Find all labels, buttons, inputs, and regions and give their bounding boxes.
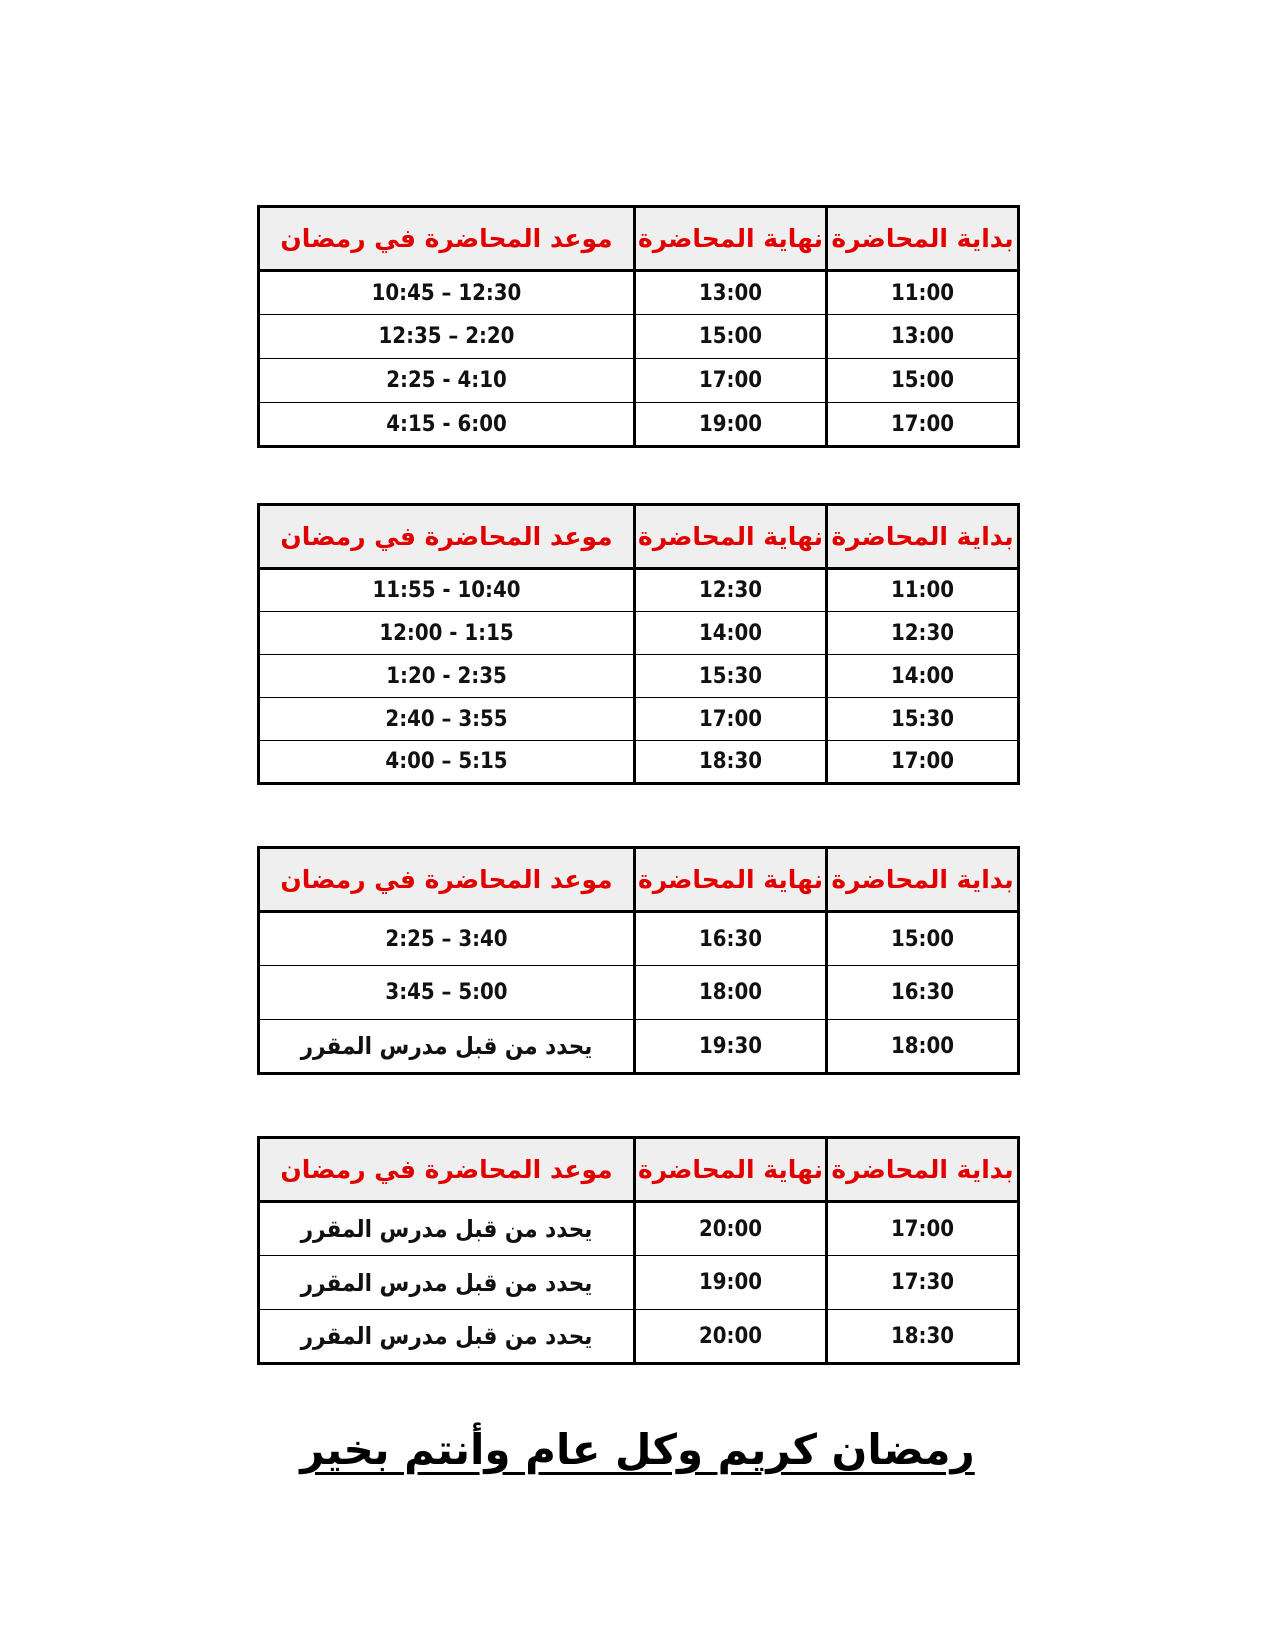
- cell-ramadan: 10:40 - 11:55: [259, 569, 635, 612]
- table-header-row: [259, 1138, 1019, 1202]
- cell-ramadan: 2:35 - 1:20: [259, 655, 635, 698]
- header-end: نهاية المحاضرة: [635, 505, 827, 569]
- cell-ramadan: 2:20 – 12:35: [259, 315, 635, 359]
- cell-end: 14:00: [635, 612, 827, 655]
- cell-ramadan: يحدد من قبل مدرس المقرر: [259, 1310, 635, 1364]
- schedule-table-4: [257, 1136, 1020, 1365]
- cell-ramadan: 6:00 - 4:15: [259, 403, 635, 447]
- cell-ramadan: 4:10 - 2:25: [259, 359, 635, 403]
- cell-end: 12:30: [635, 569, 827, 612]
- cell-start: 15:00: [827, 912, 1019, 966]
- table-row: [259, 403, 1019, 447]
- cell-ramadan: 3:40 – 2:25: [259, 912, 635, 966]
- cell-start: 14:00: [827, 655, 1019, 698]
- cell-start: 15:30: [827, 698, 1019, 741]
- header-start: بداية المحاضرة: [827, 505, 1019, 569]
- ramadan-greeting: رمضان كريم وكل عام وأنتم بخير: [300, 1425, 975, 1474]
- header-end: نهاية المحاضرة: [635, 848, 827, 912]
- cell-start: 11:00: [827, 569, 1019, 612]
- cell-end: 18:30: [635, 741, 827, 784]
- cell-start: 18:00: [827, 1020, 1019, 1074]
- cell-end: 19:00: [635, 403, 827, 447]
- table-row: [259, 359, 1019, 403]
- cell-ramadan: 3:55 – 2:40: [259, 698, 635, 741]
- cell-end: 19:30: [635, 1020, 827, 1074]
- cell-start: 16:30: [827, 966, 1019, 1020]
- cell-start: 11:00: [827, 271, 1019, 315]
- cell-end: 16:30: [635, 912, 827, 966]
- table-row: [259, 1202, 1019, 1256]
- cell-end: 18:00: [635, 966, 827, 1020]
- cell-start: 12:30: [827, 612, 1019, 655]
- cell-end: 15:30: [635, 655, 827, 698]
- table-row: [259, 1310, 1019, 1364]
- table-row: [259, 569, 1019, 612]
- cell-end: 17:00: [635, 359, 827, 403]
- cell-end: 19:00: [635, 1256, 827, 1310]
- table-header-row: [259, 207, 1019, 271]
- header-ramadan: موعد المحاضرة في رمضان: [259, 207, 635, 271]
- table-row: [259, 655, 1019, 698]
- header-ramadan: موعد المحاضرة في رمضان: [259, 848, 635, 912]
- cell-end: 20:00: [635, 1202, 827, 1256]
- header-end: نهاية المحاضرة: [635, 1138, 827, 1202]
- cell-ramadan: يحدد من قبل مدرس المقرر: [259, 1202, 635, 1256]
- cell-ramadan: يحدد من قبل مدرس المقرر: [259, 1020, 635, 1074]
- schedule-table-1: [257, 205, 1020, 448]
- cell-start: 18:30: [827, 1310, 1019, 1364]
- table-row: [259, 612, 1019, 655]
- schedule-table-3: [257, 846, 1020, 1075]
- table-row: [259, 698, 1019, 741]
- cell-ramadan: 12:30 – 10:45: [259, 271, 635, 315]
- header-ramadan: موعد المحاضرة في رمضان: [259, 505, 635, 569]
- table-row: [259, 1256, 1019, 1310]
- header-ramadan: موعد المحاضرة في رمضان: [259, 1138, 635, 1202]
- cell-start: 17:00: [827, 1202, 1019, 1256]
- table-row: [259, 1020, 1019, 1074]
- cell-end: 17:00: [635, 698, 827, 741]
- header-start: بداية المحاضرة: [827, 207, 1019, 271]
- schedule-table-2: [257, 503, 1020, 785]
- cell-start: 17:30: [827, 1256, 1019, 1310]
- table-header-row: [259, 505, 1019, 569]
- table-row: [259, 271, 1019, 315]
- cell-end: 13:00: [635, 271, 827, 315]
- header-end: نهاية المحاضرة: [635, 207, 827, 271]
- cell-ramadan: 5:00 – 3:45: [259, 966, 635, 1020]
- cell-start: 13:00: [827, 315, 1019, 359]
- table-row: [259, 315, 1019, 359]
- cell-start: 17:00: [827, 403, 1019, 447]
- table-row: [259, 741, 1019, 784]
- cell-end: 15:00: [635, 315, 827, 359]
- cell-start: 17:00: [827, 741, 1019, 784]
- cell-ramadan: 5:15 – 4:00: [259, 741, 635, 784]
- table-row: [259, 912, 1019, 966]
- cell-ramadan: 1:15 - 12:00: [259, 612, 635, 655]
- header-start: بداية المحاضرة: [827, 848, 1019, 912]
- header-start: بداية المحاضرة: [827, 1138, 1019, 1202]
- table-header-row: [259, 848, 1019, 912]
- cell-start: 15:00: [827, 359, 1019, 403]
- table-row: [259, 966, 1019, 1020]
- cell-end: 20:00: [635, 1310, 827, 1364]
- cell-ramadan: يحدد من قبل مدرس المقرر: [259, 1256, 635, 1310]
